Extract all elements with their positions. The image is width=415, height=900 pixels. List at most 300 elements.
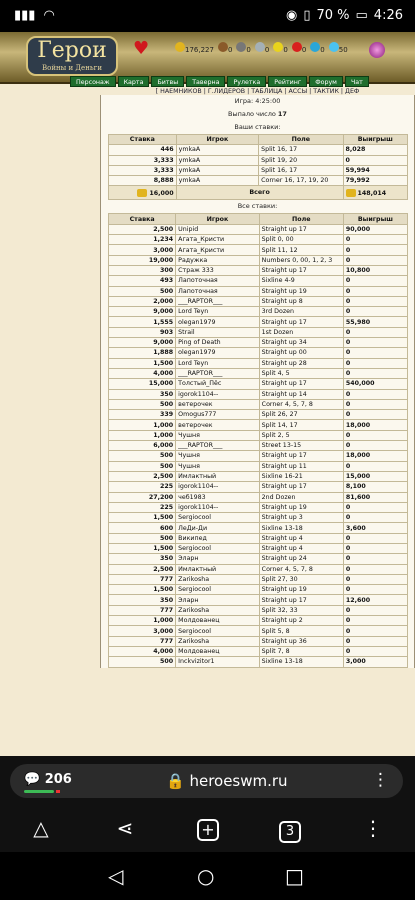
nav-item[interactable]: Форум [309,76,343,87]
column-header: Игрок [176,135,259,145]
bet-amount: 15,000 [109,379,176,389]
progress-bar [24,790,54,793]
bet-amount: 500 [109,451,176,461]
bet-field: Straight up 17 [259,451,343,461]
player-name[interactable]: Молдованец [176,646,260,656]
bet-amount: 8,888 [109,176,177,186]
bet-field: 1st Dozen [259,327,343,337]
bet-row [109,368,408,378]
bet-amount: 1,555 [109,317,176,327]
bet-row [109,430,408,440]
bet-field: Straight up 28 [259,358,343,368]
bet-win: 0 [343,327,407,337]
bet-amount: 1,500 [109,358,176,368]
bet-row [109,492,408,502]
player-name[interactable]: Чушня [176,451,260,461]
bet-row [109,296,408,306]
bet-win: 90,000 [343,224,407,234]
resource-item: 0 [236,42,250,54]
bet-row [109,646,408,656]
bet-field: Straight up 3 [259,513,343,523]
player-name[interactable]: igorok1104-- [176,502,260,512]
bet-field: Sixline 4-9 [259,276,343,286]
bet-field: Numbers 0, 00, 1, 2, 3 [259,255,343,265]
sulfur-icon [273,42,283,52]
player-name[interactable]: Имлактный [176,471,260,481]
bet-field: Split 16, 17 [259,145,343,155]
player-name[interactable]: Omogus777 [176,410,260,420]
bet-win: 15,000 [343,471,407,481]
bet-row [109,482,408,492]
bet-row [109,327,408,337]
browser-address-area [0,756,415,806]
bet-amount: 3,333 [109,165,177,175]
bet-field: Straight up 8 [259,296,343,306]
player-name[interactable]: Zarikosha [176,605,260,615]
address-bar[interactable] [10,764,403,798]
player-name[interactable]: olegan1979 [176,317,260,327]
bet-amount: 903 [109,327,176,337]
bet-amount: 350 [109,595,176,605]
mana-orb-icon [369,42,385,58]
bet-row [109,605,408,615]
game-title: Игра: 4:25:00 [234,97,281,105]
bet-field: Split 5, 8 [259,626,343,636]
vibrate-icon: ▯ [303,8,311,23]
bet-row [109,616,408,626]
resource-item: 0 [255,42,269,54]
bet-field: Split 16, 17 [259,165,343,175]
bet-row [109,554,408,564]
all-bets-title: Все ставки: [237,202,278,211]
resource-item: 0 [310,42,324,54]
bet-win: 10,800 [343,265,407,275]
winning-number: Выпало число 17 [228,110,287,118]
more-icon[interactable]: ⋮ [372,770,389,790]
resource-bar [175,42,348,54]
tabs-button[interactable]: 3 [273,816,307,843]
bet-win: 0 [343,441,407,451]
bet-row [109,585,408,595]
player-name[interactable]: Эларн [176,554,260,564]
gold-coin-icon [175,42,185,52]
bet-field: Split 2, 5 [259,430,343,440]
player-name[interactable]: Lord Teyn [176,307,260,317]
bet-win: 0 [343,461,407,471]
bet-row [109,461,408,471]
bet-win: 0 [343,307,407,317]
bet-row [109,564,408,574]
recents-icon[interactable]: □ [285,864,304,888]
bet-amount: 1,888 [109,348,176,358]
bet-field: Split 26, 27 [259,410,343,420]
bet-win: 0 [343,533,407,543]
bet-row [109,338,408,348]
bet-field: Split 19, 20 [259,155,343,165]
column-header: Выигрыш [343,214,407,224]
nav-item[interactable]: Персонаж [70,76,116,87]
bet-win: 0 [343,646,407,656]
bet-amount: 3,333 [109,155,177,165]
bet-field: Straight up 4 [259,543,343,553]
bet-win: 0 [343,348,407,358]
bet-amount: 1,000 [109,420,176,430]
site-logo[interactable]: Герои Войны и Деньги [26,36,118,76]
bet-row [109,533,408,543]
bet-row [109,379,408,389]
bet-field: Sixline 13-18 [259,657,343,667]
gold-coin-icon [346,189,356,197]
bet-field: Sixline 16-21 [259,471,343,481]
bet-amount: 2,000 [109,296,176,306]
bet-win: 18,000 [343,451,407,461]
bet-row [109,626,408,636]
player-name[interactable]: Эларн [176,595,260,605]
bet-amount: 3,000 [109,245,176,255]
player-name[interactable]: Zarikosha [176,636,260,646]
nav-item[interactable]: Чат [345,76,369,87]
bet-field: Straight up 19 [259,286,343,296]
column-header: Игрок [176,214,260,224]
bet-row [109,410,408,420]
player-name[interactable]: ветерочек [176,399,260,409]
player-name[interactable]: чеб1983 [176,492,260,502]
diamond-icon [329,42,339,52]
bet-amount: 446 [109,145,177,155]
player-name[interactable]: ___RAPTOR___ [176,368,260,378]
bet-win: 0 [343,410,407,420]
bet-win: 0 [343,574,407,584]
player-name[interactable]: ymkaA [176,165,259,175]
bet-win: 12,600 [343,595,407,605]
bet-field: Straight up 36 [259,636,343,646]
bet-row [109,595,408,605]
bet-amount: 600 [109,523,176,533]
player-name[interactable]: ymkaA [176,176,259,186]
bet-win: 0 [343,513,407,523]
bet-field: 3rd Dozen [259,307,343,317]
bet-field: Straight up 24 [259,554,343,564]
bet-field: Split 14, 17 [259,420,343,430]
roulette-results [100,95,415,668]
bet-row [109,224,408,234]
bet-amount: 1,000 [109,430,176,440]
bet-amount: 777 [109,636,176,646]
bet-row [109,317,408,327]
nav-item[interactable]: Битвы [151,76,184,87]
bet-amount: 9,000 [109,307,176,317]
bet-field: Straight up 19 [259,502,343,512]
bet-win: 0 [343,255,407,265]
new-tab-button[interactable]: + [191,816,225,841]
bet-row [109,145,408,155]
bet-field: Straight up 4 [259,533,343,543]
column-header: Ставка [109,214,176,224]
player-name[interactable]: olegan1979 [176,348,260,358]
bet-row [109,451,408,461]
bet-row [109,389,408,399]
bet-amount: 500 [109,657,176,667]
bet-field: Straight up 11 [259,461,343,471]
bet-win: 18,000 [343,420,407,430]
bet-win: 0 [343,399,407,409]
bet-win: 0 [343,338,407,348]
network-icon: ▮▮▮ [14,8,36,23]
status-bar [0,0,415,32]
bet-amount: 777 [109,605,176,615]
health-heart-icon: ♥ [133,38,150,59]
bet-field: 2nd Dozen [259,492,343,502]
bet-field: Split 7, 8 [259,646,343,656]
bet-row [109,255,408,265]
nav-item[interactable]: Карта [118,76,150,87]
bet-row [109,636,408,646]
player-name[interactable]: Лапоточная [176,286,260,296]
bet-field: Street 13-15 [259,441,343,451]
bet-win: 0 [343,626,407,636]
player-name[interactable]: Ping of Death [176,338,260,348]
player-name[interactable]: Lord Teyn [176,358,260,368]
player-name[interactable]: Sergiocool [176,513,260,523]
clock: 4:26 [373,8,403,23]
bet-win: 0 [343,502,407,512]
player-name[interactable]: Толстый_Пёс [176,379,260,389]
bet-field: Straight up 14 [259,389,343,399]
wood-icon [218,42,228,52]
bet-row [109,471,408,481]
bet-row [109,348,408,358]
bet-row [109,265,408,275]
player-name[interactable]: ymkaA [176,145,259,155]
bet-amount: 3,000 [109,626,176,636]
resource-item: 50 [329,42,348,54]
bet-win: 0 [343,430,407,440]
bet-win: 79,992 [343,176,408,186]
bet-win: 3,600 [343,523,407,533]
bet-row [109,358,408,368]
bet-row [109,574,408,584]
bet-field: Straight up 17 [259,482,343,492]
battery-level: 70 % [316,8,350,23]
bet-win: 0 [343,564,407,574]
bet-win: 0 [343,235,407,245]
bet-row [109,155,408,165]
bet-field: Straight up 17 [259,379,343,389]
bet-field: Split 32, 33 [259,605,343,615]
player-name[interactable]: ветерочек [176,420,260,430]
bet-row [109,176,408,186]
column-header: Ставка [109,135,177,145]
bet-amount: 225 [109,482,176,492]
resource-item: 176,227 [175,42,214,54]
bet-field: Straight up 00 [259,348,343,358]
bet-row [109,399,408,409]
bet-win: 0 [343,368,407,378]
bet-win: 3,000 [343,657,407,667]
player-name[interactable]: ymkaA [176,155,259,165]
bet-win: 55,980 [343,317,407,327]
bet-win: 0 [343,296,407,306]
nav-item[interactable]: Рейтинг [268,76,307,87]
column-header: Поле [259,214,343,224]
player-name[interactable]: Радужка [176,255,260,265]
bet-field: Straight up 17 [259,595,343,605]
ore-icon [236,42,246,52]
player-name[interactable]: Википед [176,533,260,543]
bet-win: 0 [343,358,407,368]
bet-amount: 4,000 [109,646,176,656]
bet-row [109,657,408,667]
bet-amount: 2,500 [109,471,176,481]
bet-field: Corner 4, 5, 7, 8 [259,564,343,574]
wifi-icon: ◠ [43,8,55,23]
bet-field: Corner 4, 5, 7, 8 [259,399,343,409]
bet-amount: 1,234 [109,235,176,245]
mercury-icon [255,42,265,52]
player-name[interactable]: Strail [176,327,260,337]
player-name[interactable]: Sergiocool [176,543,260,553]
resource-item: 0 [218,42,232,54]
bet-row [109,502,408,512]
bet-row [109,286,408,296]
bet-row [109,513,408,523]
player-name[interactable]: Имлактный [176,564,260,574]
nav-item[interactable]: Таверна [186,76,225,87]
bet-field: Split 11, 12 [259,245,343,255]
totals-row: 16,000 Всего 148,014 [109,186,408,200]
bet-amount: 300 [109,265,176,275]
crystal-icon [292,42,302,52]
bet-amount: 493 [109,276,176,286]
bet-win: 0 [343,636,407,646]
bet-field: Straight up 17 [259,224,343,234]
bet-field: Corner 16, 17, 19, 20 [259,176,343,186]
bet-amount: 1,500 [109,513,176,523]
player-name[interactable]: Zarikosha [176,574,260,584]
bet-amount: 777 [109,574,176,584]
bet-win: 0 [343,389,407,399]
bet-field: Split 0, 00 [259,235,343,245]
bet-win: 0 [343,554,407,564]
bet-amount: 27,200 [109,492,176,502]
bet-amount: 500 [109,286,176,296]
player-name[interactable]: Чушня [176,430,260,440]
bet-win: 0 [343,286,407,296]
bet-amount: 6,000 [109,441,176,451]
bet-win: 8,100 [343,482,407,492]
gem-icon [310,42,320,52]
sub-nav[interactable]: [ НАЕМНИКОВ | Г.ЛИДЕРОВ | ТАБЛИЦА | АССЫ | ТАКТИК | ДЕФ [155,88,360,95]
bet-amount: 1,000 [109,616,176,626]
bet-field: Straight up 17 [259,317,343,327]
bet-field: Straight up 19 [259,585,343,595]
share-icon[interactable]: ⋖ [116,816,134,840]
bet-win: 0 [343,616,407,626]
player-name[interactable]: igorok1104-- [176,482,260,492]
bet-row [109,523,408,533]
player-name[interactable]: Агата_Кристи [176,245,260,255]
bet-amount: 19,000 [109,255,176,265]
player-name[interactable]: Inckvizitor1 [176,657,260,667]
bet-field: Split 4, 5 [259,368,343,378]
bet-amount: 350 [109,389,176,399]
eye-icon: ◉ [285,8,298,23]
player-name[interactable]: ___RAPTOR___ [176,441,260,451]
alice-icon[interactable]: △ [33,816,49,840]
bet-field: Sixline 13-18 [259,523,343,533]
bet-amount: 500 [109,461,176,471]
bet-amount: 2,500 [109,224,176,234]
bet-amount: 350 [109,554,176,564]
menu-icon[interactable]: ⋮ [363,816,383,840]
player-name[interactable]: Молдованец [176,616,260,626]
bet-win: 0 [343,155,408,165]
bet-amount: 1,500 [109,543,176,553]
nav-item[interactable]: Рулетка [227,76,266,87]
bet-amount: 225 [109,502,176,512]
bet-row [109,276,408,286]
bet-row [109,420,408,430]
system-nav-bar [0,852,415,900]
player-name[interactable]: igorok1104-- [176,389,260,399]
bet-row [109,307,408,317]
bet-amount: 4,000 [109,368,176,378]
gold-coin-icon [137,189,147,197]
player-name[interactable]: Страж 333 [176,265,260,275]
bet-row [109,235,408,245]
comments-counter[interactable]: 💬 206 [24,772,72,787]
bet-win: 0 [343,543,407,553]
player-name[interactable]: ___RAPTOR___ [176,296,260,306]
player-name[interactable]: Чушня [176,461,260,471]
bet-row [109,543,408,553]
bet-row [109,245,408,255]
back-icon[interactable]: ◁ [108,864,124,888]
bet-win: 8,028 [343,145,408,155]
player-name[interactable]: Sergiocool [176,626,260,636]
bet-amount: 1,500 [109,585,176,595]
bet-field: Straight up 2 [259,616,343,626]
bet-field: Straight up 34 [259,338,343,348]
bet-row [109,165,408,175]
bet-win: 0 [343,585,407,595]
home-icon[interactable]: ○ [197,864,215,888]
player-name[interactable]: Sergiocool [176,585,260,595]
column-header: Выигрыш [343,135,408,145]
bet-win: 81,600 [343,492,407,502]
player-name[interactable]: ЛеДи-Ди [176,523,260,533]
browser-toolbar [0,806,415,852]
bet-win: 0 [343,605,407,615]
resource-item: 0 [292,42,306,54]
player-name[interactable]: Агата_Кристи [176,235,260,245]
bet-amount: 500 [109,399,176,409]
bet-win: 0 [343,276,407,286]
bet-field: Straight up 17 [259,265,343,275]
bet-win: 540,000 [343,379,407,389]
url-text[interactable]: 🔒 heroeswm.ru [166,772,288,790]
column-header: Поле [259,135,343,145]
bet-row [109,441,408,451]
player-name[interactable]: Лапоточная [176,276,260,286]
battery-icon: ▭ [355,8,368,23]
resource-item: 0 [273,42,287,54]
bet-amount: 9,000 [109,338,176,348]
my-bets-table [108,134,408,200]
player-name[interactable]: Unipid [176,224,260,234]
bet-amount: 2,500 [109,564,176,574]
my-bets-title: Ваши ставки: [234,123,281,131]
